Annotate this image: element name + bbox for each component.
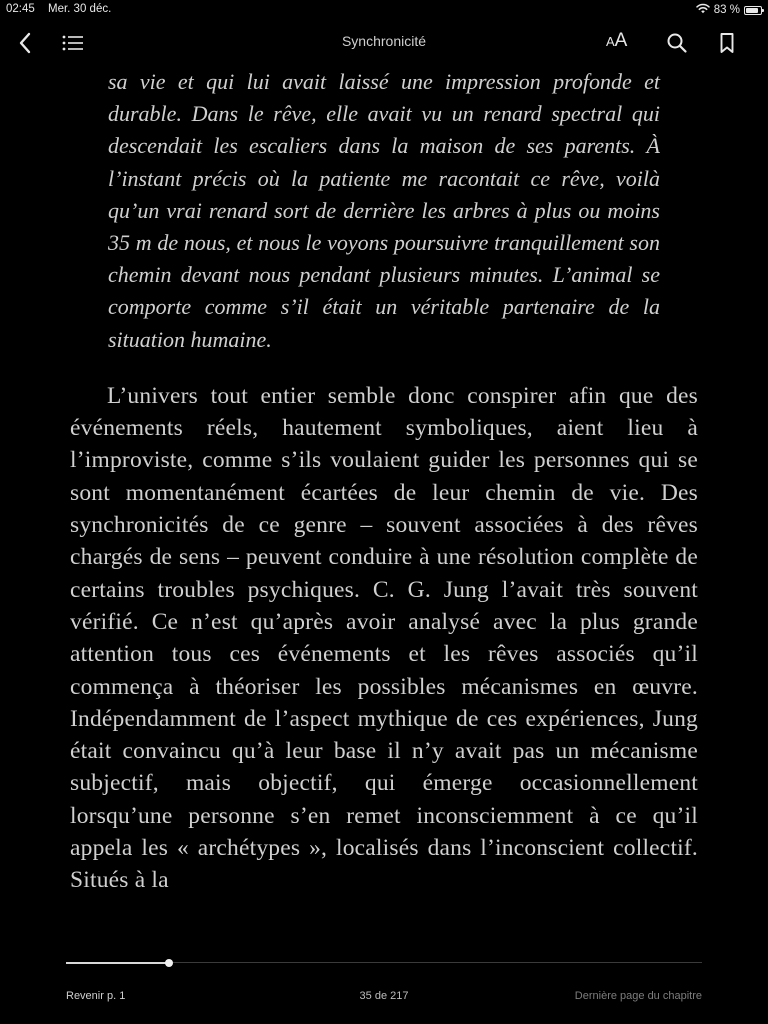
wifi-icon: [696, 3, 710, 17]
progress-fill: [66, 962, 169, 964]
battery-level: [746, 8, 758, 13]
book-title: Synchronicité: [341, 33, 427, 49]
reader-toolbar: [0, 22, 768, 62]
font-size-button[interactable]: [606, 30, 642, 56]
search-icon: [666, 32, 688, 54]
font-size-big-glyph: A: [614, 30, 628, 51]
page-progress-slider[interactable]: [66, 962, 702, 963]
status-bar: [0, 0, 768, 18]
block-quote: sa vie et qui lui avait laissé une impression profonde et durable. Dans le rêve, elle avait vu un renard spectral qui descendait les escaliers dans la maison de ses parents. À l’instant précis où la patiente me racontait ce rêve, voilà qu’un vrai renard sort de derrière les arbres à plus ou moins 35 m de nous, et nous le voyons poursuivre tranquillement son chemin devant nous pendant plusieurs minutes. L’animal se comporte comme s’il était un véritable partenaire de la situation humaine.: [108, 69, 660, 352]
bookmark-icon: [719, 32, 735, 54]
return-to-page-link[interactable]: Revenir p. 1: [66, 990, 126, 1002]
book-page-content[interactable]: [70, 66, 698, 938]
battery-icon: [744, 6, 762, 15]
font-size-small-glyph: A: [606, 34, 615, 49]
body-paragraph: L’univers tout entier semble donc conspirer afin que des événements réels, hautement symboliques, aient lieu à l’improviste, comme s’ils voulaient guider les personnes qui se sont momentanément écartées de leur chemin de vie. Des synchronicités de ce genre – souvent associées à des rêves chargés de sens – peuvent conduire à une résolution complète de certains troubles psychiques. C. G. Jung l’avait très souvent vérifié. Ce n’est qu’après avoir analysé avec la plus grande attention tous ces événements et les rêves associés qu’il commença à théoriser les possibles mécanismes en œuvre. Indépendamment de l’aspect mythique de ces expériences, Jung était convaincu qu’à leur base il n’y avait pas un mécanisme subjectif, mais objectif, qui émerge occasionnellement lorsqu’une personne s’en remet inconsciemment à ce qu’il appela les « archétypes », localisés dans l’inconscient collectif. Situés à la: [70, 382, 698, 894]
status-indicators: [696, 3, 762, 17]
search-button[interactable]: [662, 28, 692, 58]
page-indicator: 35 de 217: [359, 990, 409, 1002]
chapter-remaining-label: Dernière page du chapitre: [574, 990, 702, 1002]
progress-knob[interactable]: [165, 959, 173, 967]
status-time: 02:45: [6, 3, 35, 15]
battery-percentage: 83 %: [713, 4, 740, 16]
status-date: Mer. 30 déc.: [48, 3, 112, 15]
bookmark-button[interactable]: [712, 28, 742, 58]
